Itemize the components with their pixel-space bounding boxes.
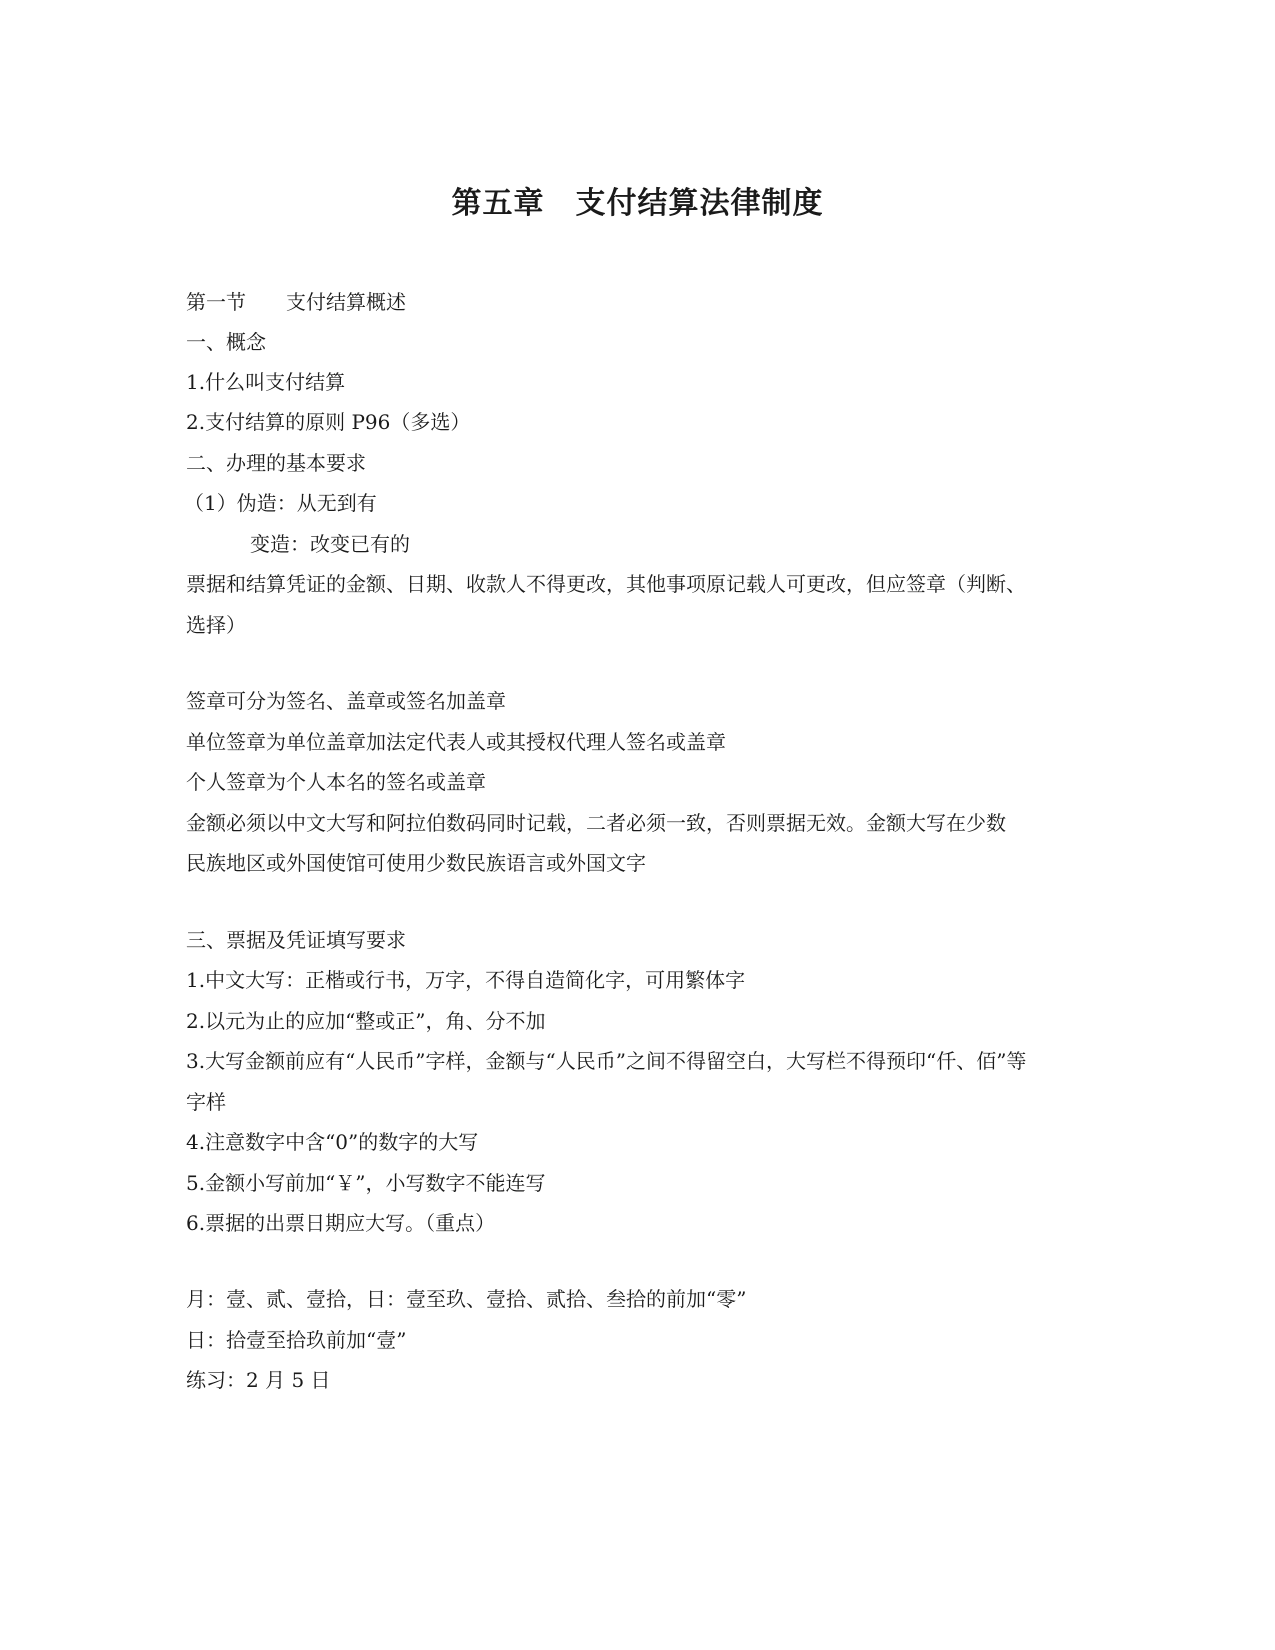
text-line: （1）伪造：从无到有 [184, 491, 377, 515]
text-line: 签章可分为签名、盖章或签名加盖章 [186, 689, 506, 713]
text-line: 4.注意数字中含“0”的数字的大写 [186, 1130, 479, 1154]
paragraph-line: 3.大写金额前应有“人民币”字样，金额与“人民币”之间不得留空白，大写栏不得预印“仟、佰”等 [186, 1049, 1027, 1073]
text-line: 单位签章为单位盖章加法定代表人或其授权代理人签名或盖章 [186, 730, 726, 754]
section-heading: 第一节 支付结算概述 [186, 290, 406, 314]
text-line: 月：壹、贰、壹拾，日：壹至玖、壹拾、贰拾、叁拾的前加“零” [186, 1287, 747, 1311]
text-line: 2.以元为止的应加“整或正”，角、分不加 [186, 1009, 546, 1033]
subsection-heading: 三、票据及凭证填写要求 [186, 928, 406, 952]
paragraph-line: 选择） [186, 613, 246, 637]
text-line: 练习：2 月 5 日 [186, 1368, 331, 1392]
text-line: 1.中文大写：正楷或行书，万字，不得自造简化字，可用繁体字 [186, 968, 746, 992]
text-line: 5.金额小写前加“￥”，小写数字不能连写 [186, 1171, 546, 1195]
text-line: 个人签章为个人本名的签名或盖章 [186, 770, 486, 794]
text-line: 2.支付结算的原则 P96（多选） [186, 410, 471, 434]
subsection-heading: 一、概念 [186, 330, 266, 354]
chapter-title: 第五章 支付结算法律制度 [451, 186, 824, 221]
text-line: 6.票据的出票日期应大写。（重点） [186, 1211, 496, 1235]
paragraph-line: 民族地区或外国使馆可使用少数民族语言或外国文字 [186, 851, 646, 875]
paragraph-line: 金额必须以中文大写和阿拉伯数码同时记载，二者必须一致，否则票据无效。金额大写在少数 [186, 811, 1006, 835]
text-line: 1.什么叫支付结算 [186, 370, 346, 394]
subsection-heading: 二、办理的基本要求 [186, 451, 366, 475]
paragraph-line: 字样 [186, 1090, 226, 1114]
text-line: 日：拾壹至拾玖前加“壹” [186, 1328, 407, 1352]
paragraph-line: 票据和结算凭证的金额、日期、收款人不得更改，其他事项原记载人可更改，但应签章（判断、 [186, 572, 1026, 596]
text-line: 变造：改变已有的 [250, 532, 410, 556]
